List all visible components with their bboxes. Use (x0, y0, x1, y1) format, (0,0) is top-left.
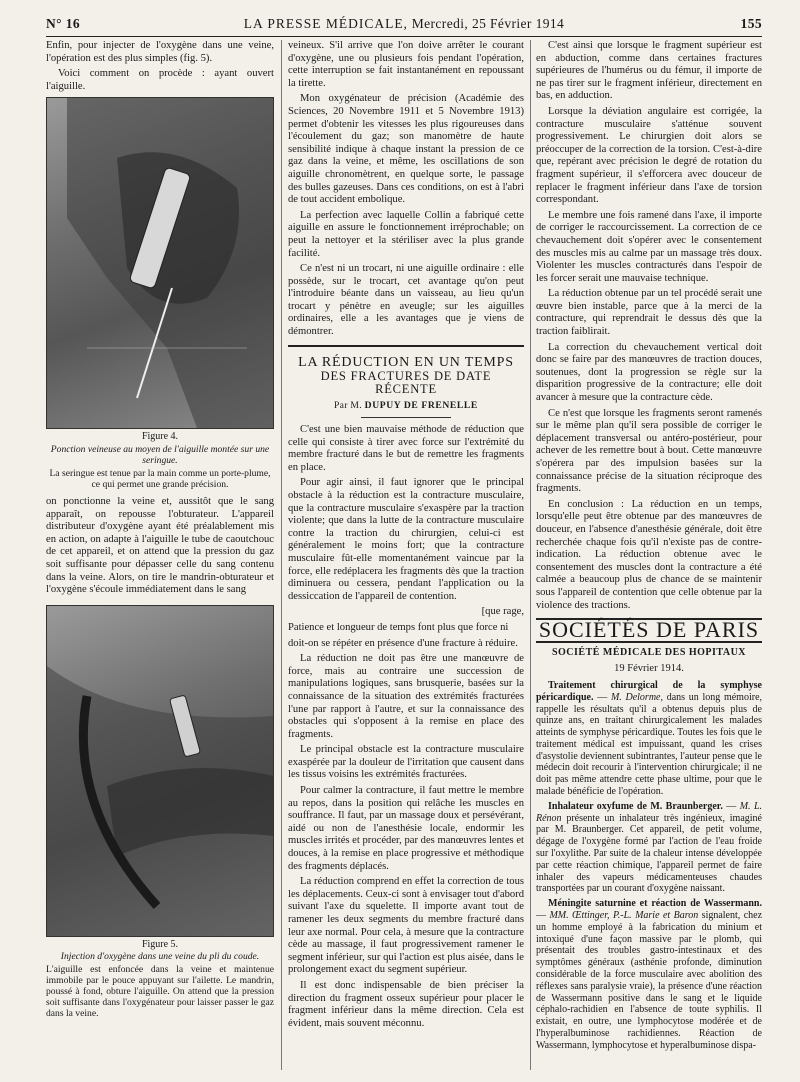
syringe-hand-illustration (47, 98, 273, 428)
column-3 (536, 40, 762, 1055)
figure-4-title: Figure 4. (141, 431, 179, 443)
article-author: Par M. DUPUY DE FRENELLE (334, 400, 478, 412)
column-divider-2 (530, 40, 531, 1070)
quote-fragment: [que rage, (481, 606, 524, 618)
report-paragraph: Méningite saturnine et réaction de Wassermann. — MM. Œttinger, P.-L. Marie et Baron signalent, chez un homme employé à la fabrication du minium et intoxiqué d'une façon massive par le plomb, qui présentait des troubles gastro-intestinaux et des symptômes généraux (asthénie profonde, diminution considérable de la force musculaire avec abolition des réflexes sans paralysie vraie), la présence d'une réaction de Wassermann positive dans le sang et le liquide céphalo-rachidien en l'absence de toute syphilis. Il existait, en outre, une lymphocytose modérée et de l'hyperalbuminose rachidiennes. Réaction de Wassermann, lymphocytose et hyperalbuminose dispa- (536, 898, 763, 1051)
quote-line: Patience et longueur de temps font plus que force ni (288, 621, 509, 633)
figure-5-photo (46, 605, 274, 937)
paragraph: La réduction ne doit pas être une manœuvre de force, mais au contraire une succession de manipulations logiques, sans brusquerie, basées sur la connaissance de la situation des extrémités fracturées l'une par rapport à l'autre, et sur la connaissance des obstacles qui s'opposent à la remise en place des fragments. (288, 653, 524, 740)
figure-5-caption: Injection d'oxygène dans une veine du pli du coude. (60, 951, 260, 963)
paragraph: Mon oxygénateur de précision (Académie des Sciences, 20 Novembre 1911 et 5 Novembre 1913) permet d'obtenir les vitesses les plus rigoureuses dans l'écoulement du gaz; son manomètre de haute sensibilité indique à chaque instant la pression de ce gaz dans la veine, et même, les oscillations de son aiguille chronomètrent, en quelque sorte, le passage des bulles gazeuses. Dans ces conditions, on est à l'abri de tout accident embolique. (288, 93, 524, 206)
paragraph: La correction du chevauchement vertical doit donc se faire par des manœuvres de traction douces, soutenues, dont la progression se règle sur la disparition progressive de la contracture; elle doit avancer à mesure que la contracture cède. (536, 341, 762, 404)
column-divider-1 (281, 40, 282, 1070)
report-author: M. L. Rénon (536, 800, 763, 824)
paragraph: Pour calmer la contracture, il faut mettre le membre au repos, dans la position qui relâche les muscles en souffrance. Il faut, par un massage doux et persévérant, aidé ou non de l'anesthésie locale, endormir les muscles irrités et procéder, par des manœuvres lentes et douces, à la remise en place progressive et méthodique des fragments déplacés. (288, 785, 524, 872)
paragraph: veineux. S'il arrive que l'on doive arrêter le courant d'oxygène, une ou plusieurs fois pendant l'opération, cette interruption se fait instantanément en repoussant la tirette. (288, 40, 524, 89)
paragraph: La réduction obtenue par un tel procédé serait une œuvre bien instable, parce que à la merci de la contracture, qui reprendrait le dessus dès que la traction faiblirait. (536, 288, 762, 338)
arm-injection-illustration (47, 606, 273, 936)
report-paragraph: Traitement chirurgical de la symphyse péricardique. — M. Delorme, dans un long mémoire, rappelle les résultats qu'il a obtenus depuis plus de quinze ans, en traitant chirurgicalement les malades atteints de symphyse péricardique. Toutes les fois que le traitement médical est impuissant, quand les crises d'asystolie deviennent subintrantes, l'auteur pense que le médecin doit recourir à l'intervention chirurgicale; il ne doit pas même attendre cette phase ultime, pour que le malade bénéficie de l'opération. (536, 679, 763, 798)
author-rule (361, 417, 451, 418)
paragraph: Ce n'est que lorsque les fragments seront ramenés sur le même plan qu'il sera possible de corriger le déplacement transversal ou antéro-postérieur, pour achever de les remettre bout à bout. Cette manœuvre s'opérera par des impulsion basées sur la connaissance précise de la situation réciproque des fragments. (536, 407, 762, 495)
issue-date: Mercredi, 25 Février 1914 (411, 16, 565, 31)
paragraph: on ponctionne la veine et, aussitôt que le sang apparaît, on repousse l'obturateur. L'appareil distributeur d'oxygène ayant été préalablement mis en action, on adapte à l'aiguille le tube de caoutchouc de cet appareil, et on attend que la pression du gaz soit suffisante pour dépasser celle du sang contenu dans la veine. Alors, on tire le mandrin-obturateur et l'oxygène s'écoule immédiatement dans le sang (46, 495, 274, 596)
page-header (46, 14, 762, 34)
figure-4-legend: La seringue est tenue par la main comme un porte-plume, ce qui permet une grande précision. (49, 467, 271, 490)
journal-title: LA PRESSE MÉDICALE, Mercredi, 25 Février 1914 (243, 16, 565, 31)
figure-5-legend: L'aiguille est enfoncée dans la veine et maintenue immobile par le pouce appuyant sur l'ailette. Le mandrin, poussé à fond, obture l'aiguille. On attend que la pression soit suffisante dans l'oxygénateur pour laisser passer le gaz dans la veine. (46, 964, 274, 1020)
column-1 (46, 40, 274, 1025)
paragraph: Ce n'est ni un trocart, ni une aiguille ordinaire : elle possède, sur le trocart, cet avantage qu'on peut l'introduire béante dans un vaisseau, au lieu qu'un trocart y pénètre en aveugle; sur les aiguilles ordinaires, elle a les avantages que je viens de démontrer. (288, 263, 524, 338)
paragraph: Voici comment on procède : ayant ouvert l'aiguille. (46, 68, 274, 92)
paragraph: Le membre une fois ramené dans l'axe, il importe de corriger le raccourcissement. La correction de ce chevauchement doit s'opérer avec le consentement des muscles mis au calme par un massage très doux. Violenter les muscles contracturés dans l'espoir de les forcer serait une mauvaise technique. (536, 209, 762, 284)
figure-4-caption: Ponction veineuse au moyen de l'aiguille montée sur une seringue. (50, 443, 270, 466)
paragraph: doit-on se répéter en présence d'une fracture à réduire. (288, 637, 518, 649)
paragraph: C'est une bien mauvaise méthode de réduction que celle qui consiste à tirer avec force sur l'extrémité du membre fracturé dans le but de remettre les fragments en place. (288, 424, 524, 473)
paragraph: Pour agir ainsi, il faut ignorer que le principal obstacle à la réduction est la contracture musculaire, que la contracture musculaire s'exaspère par la traction violente; que dans la lutte de la contracture musculaire contre la traction du chirurgien, celui-ci est généralement le moins fort; que la contracture musculaire fût-elle momentanément vaincue par la force, elle redéplacera les fragments dès que la traction diminuera ou cessera, pendant l'application ou la dessiccation de l'appareil de contention. (288, 477, 524, 602)
paragraph: La réduction comprend en effet la correction de tous les déplacements. Ceux-ci sont à envisager tout d'abord suivant l'axe du squelette. Il importe avant tout de ramener les deux segments du membre fracturé dans leur axe normal. Pour cela, à mesure que la contracture cède au massage, il faut progressivement ramener le segment inférieur, sur qui l'action est plus aisée, dans le prolongement exact du segment supérieur. (288, 876, 524, 976)
report-paragraph: Inhalateur oxyfume de M. Braunberger. — M. L. Rénon présente un inhalateur très ingénieux, imaginé par M. Braunberger. Cet appareil, de petit volume, dégage de l'oxygène formé par l'action de l'eau froide sur l'oxylithe. Par suite de la chaleur intense développée par cette réaction chimique, l'appareil permet de faire inhaler des vapeurs médicamenteuses chaudes transportées par un courant d'oxygène naissant. (536, 800, 763, 895)
paragraph: Il est donc indispensable de bien préciser la direction du fragment osseux supérieur pour placer le fragment inférieur dans la même direction. Cela est évident, mais souvent méconnu. (288, 979, 524, 1029)
paragraph: C'est ainsi que lorsque le fragment supérieur est en abduction, comme dans certaines fractures supérieures de l'humérus ou du fémur, il importe de ne pas tirer sur le fragment inférieur, directement en bas, en adduction. (536, 40, 762, 102)
header-rule (46, 36, 762, 37)
report-author: M. Delorme, (610, 691, 663, 703)
paragraph: Le principal obstacle est la contracture musculaire exaspérée par la douleur de l'irritation que causent dans les tissus voisins les extrémités fracturées. (288, 744, 524, 781)
meeting-date: 19 Février 1914. (614, 663, 684, 675)
report-title: Traitement chirurgical de la symphyse péricardique. (536, 679, 762, 703)
issue-number: N° 16 (46, 16, 81, 31)
report-author: MM. Œttinger, P.-L. Marie et Baron (549, 910, 699, 922)
paragraph: Lorsque la déviation angulaire est corrigée, la contracture musculaire s'atténue souvent progressivement. Le chirurgien doit alors se préoccuper de la correction de la torsion. C'est-à-dire que, repérant avec précision le degré de rotation du fragment supérieur, il s'efforcera avec douceur de replacer le fragment inférieur dans l'axe de torsion correspondant. (536, 105, 762, 206)
paragraph: La perfection avec laquelle Collin a fabriqué cette aiguille en assure le fonctionnement irréprochable; on peut la nettoyer et la stériliser avec la plus grande facilité. (288, 209, 524, 259)
section-title: SOCIÉTÉS DE PARIS (538, 617, 760, 643)
report-title: Inhalateur oxyfume de M. Braunberger. (548, 800, 723, 812)
column-2 (288, 40, 524, 1033)
paragraph: Enfin, pour injecter de l'oxygène dans une veine, l'opération est des plus simples (fig. 5). (46, 40, 274, 64)
figure-4-photo (46, 97, 274, 429)
article-rule (288, 345, 524, 347)
figure-5-title: Figure 5. (141, 938, 179, 950)
article-title: LA RÉDUCTION EN UN TEMPS (298, 354, 514, 370)
society-name: SOCIÉTÉ MÉDICALE DES HOPITAUX (551, 646, 747, 658)
paragraph: En conclusion : La réduction en un temps, lorsqu'elle peut être obtenue par des manœuvres de douceur, en l'absence d'anesthésie générale, doit être recherchée chaque fois qu'il n'existe pas de contre-indication. La réduction obtenue avec le consentement des muscles dont la contracture a été calmée a beaucoup plus de chance de se maintenir sous l'appareil de contention que celle obtenue par la violence des tractions. (536, 498, 762, 611)
page-number: 155 (740, 16, 762, 31)
report-title: Méningite saturnine et réaction de Wassermann. (548, 898, 762, 910)
article-subtitle: DES FRACTURES DE DATE RÉCENTE (320, 369, 492, 396)
